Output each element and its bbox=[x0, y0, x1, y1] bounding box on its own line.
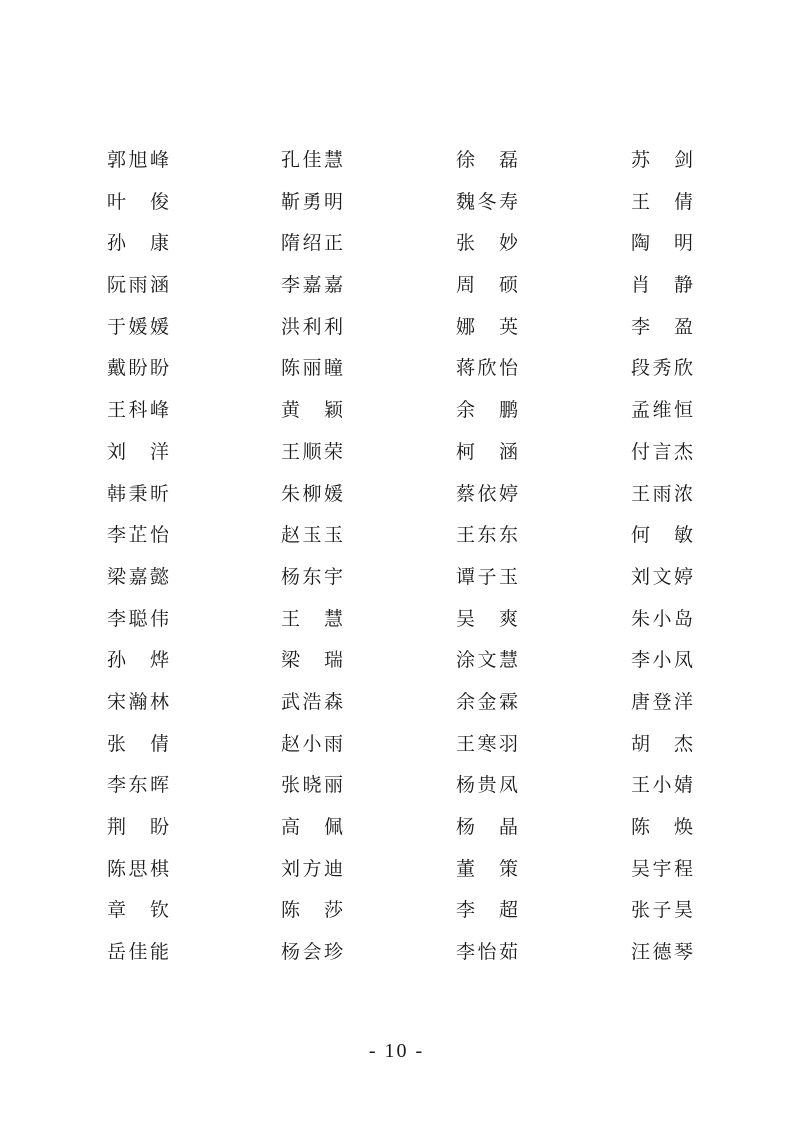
person-name: 杨 东 宇 bbox=[281, 565, 343, 588]
person-name: 何 敏 bbox=[631, 524, 693, 547]
person-name: 段 秀 欣 bbox=[631, 357, 693, 380]
name-row bbox=[0, 307, 793, 349]
person-name: 余 金 霖 bbox=[456, 690, 518, 713]
person-name: 吴 宇 程 bbox=[631, 857, 693, 880]
person-name: 苏 剑 bbox=[631, 149, 693, 171]
person-name: 王 雨 浓 bbox=[631, 482, 693, 505]
person-name: 陈 丽 瞳 bbox=[281, 357, 343, 380]
name-row bbox=[0, 390, 793, 432]
person-name: 孔 佳 慧 bbox=[281, 149, 343, 171]
person-name: 孙 康 bbox=[107, 232, 169, 255]
person-name: 刘 文 婷 bbox=[631, 565, 693, 588]
person-name: 肖 静 bbox=[631, 274, 693, 297]
person-name: 张 子 昊 bbox=[631, 899, 693, 922]
name-row bbox=[0, 140, 793, 182]
person-name: 阮 雨 涵 bbox=[107, 274, 169, 297]
person-name: 陶 明 bbox=[631, 232, 693, 255]
person-name: 靳 勇 明 bbox=[281, 190, 343, 213]
person-name: 王 科 峰 bbox=[107, 399, 169, 422]
name-row bbox=[0, 557, 793, 599]
person-name: 周 硕 bbox=[456, 274, 518, 297]
person-name: 李 超 bbox=[456, 899, 518, 922]
person-name: 戴 盼 盼 bbox=[107, 357, 169, 380]
person-name: 胡 杰 bbox=[631, 732, 693, 755]
person-name: 叶 俊 bbox=[107, 190, 169, 213]
person-name: 徐 磊 bbox=[456, 149, 518, 171]
person-name: 孙 烨 bbox=[107, 649, 169, 672]
person-name: 王 寒 羽 bbox=[456, 732, 518, 755]
name-row bbox=[0, 932, 793, 974]
person-name: 李 嘉 嘉 bbox=[281, 274, 343, 297]
person-name: 王 东 东 bbox=[456, 524, 518, 547]
person-name: 赵 玉 玉 bbox=[281, 524, 343, 547]
person-name: 唐 登 洋 bbox=[631, 690, 693, 713]
name-row bbox=[0, 724, 793, 766]
person-name: 董 策 bbox=[456, 857, 518, 880]
person-name: 武 浩 森 bbox=[281, 690, 343, 713]
person-name: 李 盈 bbox=[631, 315, 693, 338]
person-name: 吴 爽 bbox=[456, 607, 518, 630]
person-name: 汪 德 琴 bbox=[631, 941, 693, 964]
person-name: 孟 维 恒 bbox=[631, 399, 693, 422]
person-name: 宋 瀚 林 bbox=[107, 690, 169, 713]
person-name: 韩 秉 昕 bbox=[107, 482, 169, 505]
name-row bbox=[0, 432, 793, 474]
person-name: 涂 文 慧 bbox=[456, 649, 518, 672]
person-name: 李 小 凤 bbox=[631, 649, 693, 672]
name-row bbox=[0, 890, 793, 932]
name-row bbox=[0, 182, 793, 224]
person-name: 荆 盼 bbox=[107, 816, 169, 838]
person-name: 高 佩 bbox=[281, 816, 343, 838]
person-name: 刘 洋 bbox=[107, 440, 169, 463]
person-name: 陈 思 棋 bbox=[107, 857, 169, 880]
name-row bbox=[0, 849, 793, 891]
name-row bbox=[0, 474, 793, 516]
person-name: 李 芷 怡 bbox=[107, 524, 169, 547]
person-name: 赵 小 雨 bbox=[281, 732, 343, 755]
person-name: 岳 佳 能 bbox=[107, 941, 169, 964]
person-name: 李 怡 茹 bbox=[456, 941, 518, 964]
person-name: 刘 方 迪 bbox=[281, 857, 343, 880]
person-name: 王 慧 bbox=[281, 607, 343, 630]
person-name: 张 倩 bbox=[107, 732, 169, 755]
person-name: 陈 焕 bbox=[631, 816, 693, 838]
person-name: 娜 英 bbox=[456, 315, 518, 338]
person-name: 郭 旭 峰 bbox=[107, 149, 169, 171]
person-name: 洪 利 利 bbox=[281, 315, 343, 338]
person-name: 张 妙 bbox=[456, 232, 518, 255]
person-name: 梁 瑞 bbox=[281, 649, 343, 672]
person-name: 付 言 杰 bbox=[631, 440, 693, 463]
names-list bbox=[0, 140, 793, 974]
name-row bbox=[0, 265, 793, 307]
person-name: 王 顺 荣 bbox=[281, 440, 343, 463]
person-name: 蒋 欣 怡 bbox=[456, 357, 518, 380]
person-name: 李 东 晖 bbox=[107, 774, 169, 797]
person-name: 蔡 依 婷 bbox=[456, 482, 518, 505]
person-name: 陈 莎 bbox=[281, 899, 343, 922]
name-row bbox=[0, 515, 793, 557]
person-name: 隋 绍 正 bbox=[281, 232, 343, 255]
name-row bbox=[0, 348, 793, 390]
person-name: 张 晓 丽 bbox=[281, 774, 343, 797]
person-name: 杨 晶 bbox=[456, 816, 518, 838]
person-name: 杨 会 珍 bbox=[281, 941, 343, 964]
name-row bbox=[0, 765, 793, 807]
person-name: 梁 嘉 懿 bbox=[107, 565, 169, 588]
person-name: 谭 子 玉 bbox=[456, 565, 518, 588]
person-name: 王 倩 bbox=[631, 190, 693, 213]
person-name: 柯 涵 bbox=[456, 440, 518, 463]
name-row bbox=[0, 682, 793, 724]
person-name: 魏 冬 寿 bbox=[456, 190, 518, 213]
person-name: 章 钦 bbox=[107, 899, 169, 922]
person-name: 余 鹏 bbox=[456, 399, 518, 422]
person-name: 王 小 婧 bbox=[631, 774, 693, 797]
person-name: 朱 小 岛 bbox=[631, 607, 693, 630]
person-name: 于 媛 媛 bbox=[107, 315, 169, 338]
name-row bbox=[0, 599, 793, 641]
name-row bbox=[0, 640, 793, 682]
person-name: 黄 颖 bbox=[281, 399, 343, 422]
person-name: 杨 贵 凤 bbox=[456, 774, 518, 797]
name-row bbox=[0, 807, 793, 849]
person-name: 朱 柳 媛 bbox=[281, 482, 343, 505]
name-row bbox=[0, 223, 793, 265]
page-number: - 10 - bbox=[368, 1040, 425, 1062]
person-name: 李 聪 伟 bbox=[107, 607, 169, 630]
